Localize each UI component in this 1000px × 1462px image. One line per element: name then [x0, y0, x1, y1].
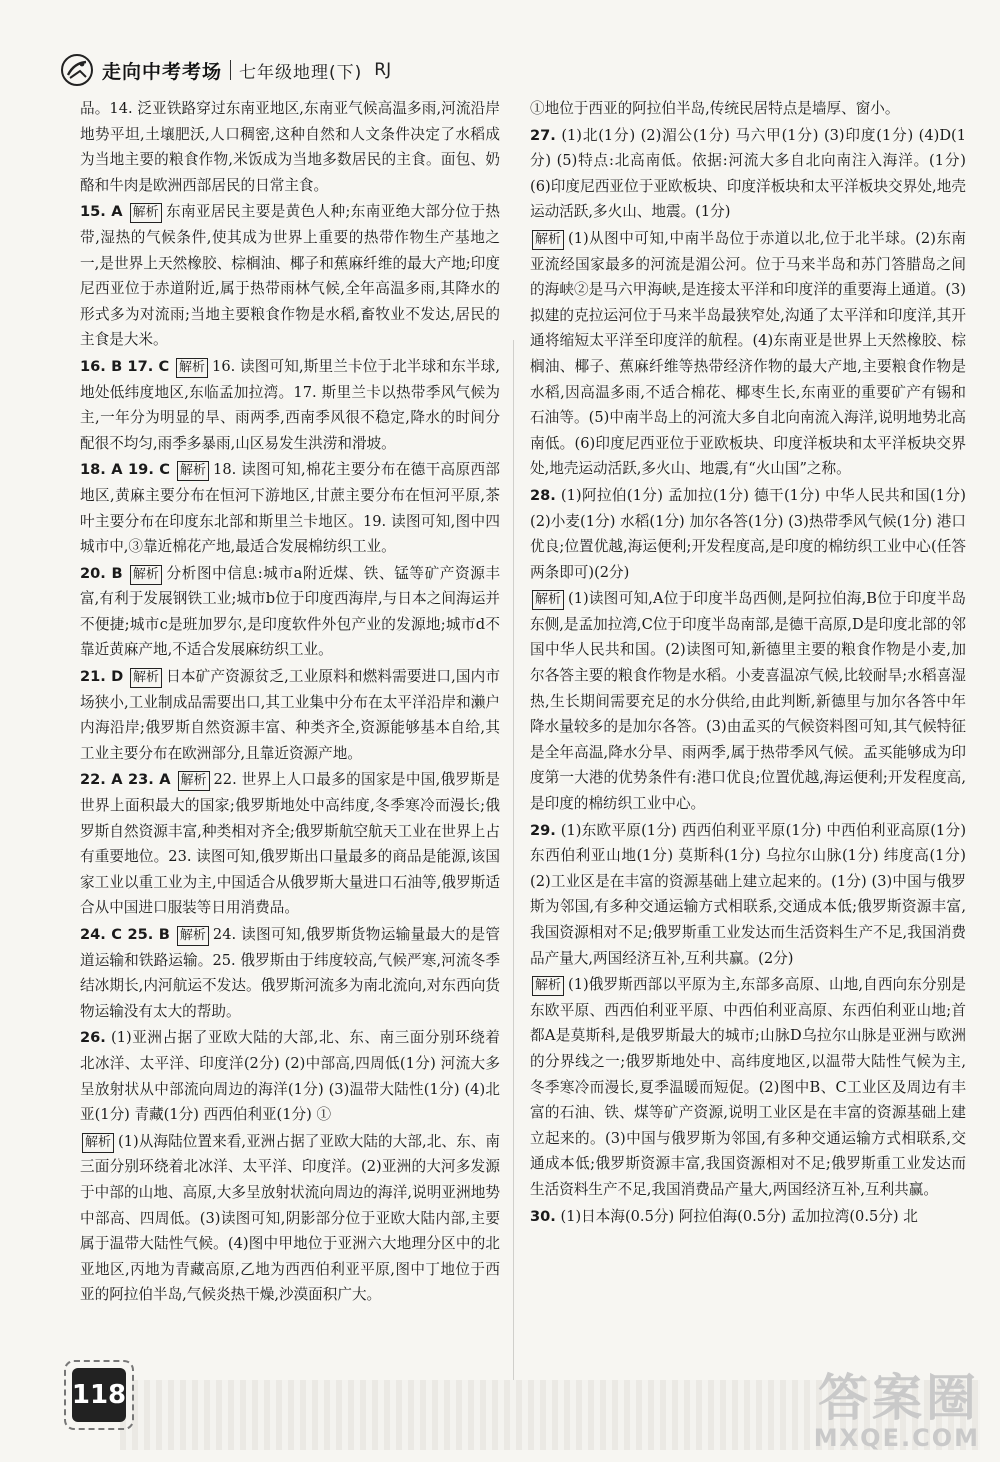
- page-header: [60, 50, 391, 90]
- answer-text: 东南亚居民主要是黄色人种;东南亚绝大部分位于热带,湿热的气候条件,使其成为世界上重要的热带作物生产基地之一,是世界上天然橡胶、棕榈油、椰子和蕉麻纤维的最大产地;印度尼西亚位于赤道附近,属于热带雨林气候,全年高温多雨,其降水的形式多为对流雨;当地主要粮食作物是水稻,畜牧业不发达,居民的主食是大米。: [80, 203, 501, 349]
- answer-paragraph: [80, 199, 500, 353]
- answer-text: (1)东欧平原(1分) 西西伯利亚平原(1分) 中西伯利亚高原(1分) 东西伯利亚山地(1分) 莫斯科(1分) 乌拉尔山脉(1分) 纬度高(1分) (2)工业区是在丰富的资源基础上建立起来的。(1分) (3)中国与俄罗斯为邻国,有多种交通运输方式相联系,交通成本低;俄罗斯资源丰富,我国资源相对不足;俄罗斯重工业发达而生活资料生产不足,我国消费品产量大,两国经济互补,互利共赢。(2分): [530, 821, 967, 967]
- page-number: 118: [72, 1368, 126, 1422]
- analysis-tag: 解析: [177, 926, 209, 946]
- book-subtitle: 七年级地理(下): [239, 62, 363, 83]
- header-divider: [230, 60, 231, 80]
- answer-text: 18. 读图可知,棉花主要分布在德干高原西部地区,黄麻主要分布在恒河下游地区,甘蔗主要分布在恒河平原,茶叶主要分布在印度东北部和斯里兰卡地区。19. 读图可知,图中四城市中,③靠近棉花产地,最适合发展棉纺织工业。: [80, 461, 500, 556]
- watermark-main: 答案圈: [818, 1369, 980, 1427]
- analysis-tag: 解析: [177, 461, 209, 481]
- analysis-tag: 解析: [130, 565, 162, 585]
- answer-text: 分析图中信息:城市a附近煤、铁、锰等矿产资源丰富,有利于发展钢铁工业;城市b位于印度西海岸,与日本之间海运并不便捷;城市c是班加罗尔,是印度软件外包产业的发源地;城市d不靠近黄麻产地,不适合发展麻纺织工业。: [80, 564, 500, 659]
- question-number: 24. C 25. B: [80, 926, 170, 943]
- watermark: [813, 1369, 980, 1452]
- answer-text: (1)从海陆位置来看,亚洲占据了亚欧大陆的大部,北、东、南三面分别环绕着北冰洋、太平洋、印度洋。(2)亚洲的大河多发源于中部的山地、高原,大多呈放射状流向周边的海洋,说明亚洲地势中部高、四周低。(3)读图可知,阴影部分位于亚欧大陆内部,主要属于温带大陆性气候。(4)图中甲地位于亚洲六大地理分区中的北亚地区,丙地为青藏高原,乙地为西西伯利亚平原,图中丁地位于西亚的阿拉伯半岛,气候炎热干燥,沙漠面积广大。: [80, 1132, 500, 1304]
- answer-text: 品。14. 泛亚铁路穿过东南亚地区,东南亚气候高温多雨,河流沿岸地势平坦,土壤肥沃,人口稠密,这种自然和人文条件决定了水稻成为当地主要的粮食作物,米饭成为当地多数居民的主食。面包、奶酪和牛肉是欧洲西部居民的日常主食。: [80, 100, 500, 194]
- analysis-tag: 解析: [532, 230, 564, 250]
- answer-paragraph: [80, 922, 500, 1024]
- watermark-url: MXQE.COM: [813, 1424, 980, 1452]
- answer-text: 24. 读图可知,俄罗斯货物运输量最大的是管道运输和铁路运输。25. 俄罗斯由于纬度较高,气候严寒,河流冬季结冰期长,内河航运不发达。俄罗斯河流多为南北流向,对东西向货物运输没有太大的帮助。: [80, 926, 501, 1020]
- edition-tag: RJ: [374, 60, 392, 80]
- answer-text: (1)读图可知,A位于印度半岛西侧,是阿拉伯海,B位于印度半岛东侧,是孟加拉湾,C位于印度半岛南部,是德干高原,D是印度北部的邻国中华人民共和国。(2)读图可知,新德里主要的粮食作物是小麦,加尔各答主要的粮食作物是水稻。小麦喜温凉气候,比较耐旱;水稻喜湿热,生长期间需要充足的水分供给,由此判断,新德里与加尔各答中年降水量较多的是加尔各答。(3)由孟买的气候资料图可知,其气候特征是全年高温,降水分旱、雨两季,属于热带季风气候。孟买能够成为印度第一大港的优势条件有:港口优良;位置优越,海运便利;开发程度高,是印度的棉纺织工业中心。: [530, 590, 966, 813]
- answer-text: (1)阿拉伯(1分) 孟加拉(1分) 德干(1分) 中华人民共和国(1分) (2)小麦(1分) 水稻(1分) 加尔各答(1分) (3)热带季风气候(1分) 港口优良;位置优越,海运便利;开发程度高,是印度的棉纺织工业中心(任答两条即可)(2分): [530, 486, 966, 581]
- answer-text: 16. 读图可知,斯里兰卡位于北半球和东半球,地处低纬度地区,东临孟加拉湾。17. 斯里兰卡以热带季风气候为主,一年分为明显的旱、雨两季,西南季风很不稳定,降水的时间分配很不均匀,雨季多暴雨,山区易发生洪涝和滑坡。: [80, 357, 501, 452]
- question-number: 20. B: [80, 564, 123, 582]
- analysis-tag: 解析: [532, 590, 564, 610]
- answer-paragraph: [80, 1025, 500, 1127]
- answer-paragraph: [80, 767, 500, 921]
- answer-paragraph: [530, 972, 966, 1202]
- analysis-tag: 解析: [82, 1133, 114, 1153]
- analysis-tag: 解析: [130, 668, 162, 688]
- answer-text: (1)亚洲占据了亚欧大陆的大部,北、东、南三面分别环绕着北冰洋、太平洋、印度洋(2分) (2)中部高,四周低(1分) 河流大多呈放射状从中部流向周边的海洋(1分) (3)温带大陆性(1分) (4)北亚(1分) 青藏(1分) 西西伯利亚(1分) ①: [80, 1029, 500, 1124]
- answer-paragraph: [530, 1204, 966, 1230]
- answer-paragraph: [530, 586, 966, 816]
- question-number: 18. A 19. C: [80, 461, 171, 479]
- answer-paragraph: [530, 818, 966, 972]
- question-number: 21. D: [80, 668, 124, 686]
- column-divider: [513, 340, 514, 1380]
- right-column: [530, 96, 966, 1230]
- book-title: 走向中考考场: [102, 60, 223, 83]
- question-number: 30.: [530, 1207, 556, 1225]
- analysis-tag: 解析: [130, 203, 162, 223]
- question-number: 27.: [530, 126, 556, 144]
- answer-text: (1)俄罗斯西部以平原为主,东部多高原、山地,自西向东分别是东欧平原、西西伯利亚平原、中西伯利亚高原、东西伯利亚山地;首都A是莫斯科,是俄罗斯最大的城市;山脉D乌拉尔山脉是亚洲与欧洲的分界线之一;俄罗斯地处中、高纬度地区,以温带大陆性气候为主,冬季寒冷而漫长,夏季温暖而短促。(2)图中B、C工业区及周边有丰富的石油、铁、煤等矿产资源,说明工业区是在丰富的资源基础上建立起来的。(3)中国与俄罗斯为邻国,有多种交通运输方式相联系,交通成本低;俄罗斯资源丰富,我国资源相对不足;俄罗斯重工业发达而生活资料生产不足,我国消费品产量大,两国经济互补,互利共赢。: [530, 976, 966, 1198]
- question-number: 16. B 17. C: [80, 357, 170, 375]
- analysis-tag: 解析: [532, 976, 564, 996]
- runner-logo-icon: [60, 53, 94, 87]
- answer-text: (1)从图中可知,中南半岛位于赤道以北,位于北半球。(2)东南亚流经国家最多的河流是湄公河。位于马来半岛和苏门答腊岛之间的海峡②是马六甲海峡,是连接太平洋和印度洋的重要海上通道。(3)拟建的克拉运河位于马来半岛最狭窄处,沟通了太平洋和印度洋,其开通将缩短太平洋至印度洋的航程。(4)东南亚是世界上天然橡胶、棕榈油、椰子、蕉麻纤维等热带经济作物的最大产地,主要粮食作物是水稻,因高温多雨,不适合棉花、椰枣生长,东南亚的重要矿产有锡和石油等。(5)中南半岛上的河流大多自北向南流入海洋,说明地势北高南低。(6)印度尼西亚位于亚欧板块、印度洋板块和太平洋板块交界处,地壳运动活跃,多火山、地震,有“火山国”之称。: [530, 229, 966, 478]
- question-number: 26.: [80, 1029, 106, 1047]
- answer-paragraph: [80, 457, 500, 559]
- answer-paragraph: [530, 226, 966, 482]
- answer-text: 22. 世界上人口最多的国家是中国,俄罗斯是世界上面积最大的国家;俄罗斯地处中高纬度,冬季寒冷而漫长;俄罗斯自然资源丰富,种类相对齐全;俄罗斯航空航天工业在世界上占有重要地位。23. 读图可知,俄罗斯出口量最多的商品是能源,该国家工业以重工业为主,中国适合从俄罗斯大量进口石油等,俄罗斯适合从中国进口服装等日用消费品。: [80, 771, 500, 917]
- answer-text: (1)北(1分) (2)湄公(1分) 马六甲(1分) (3)印度(1分) (4)D(1分) (5)特点:北高南低。依据:河流大多自北向南注入海洋。(1分) (6)印度尼西亚位于亚欧板块、印度洋板块和太平洋板块交界处,地壳运动活跃,多火山、地震。(1分): [530, 126, 966, 221]
- answer-paragraph: [530, 96, 966, 122]
- analysis-tag: 解析: [178, 771, 210, 791]
- question-number: 29.: [530, 821, 556, 839]
- answer-paragraph: [80, 1129, 500, 1308]
- left-column: [80, 96, 500, 1309]
- answer-text: ①地位于西亚的阿拉伯半岛,传统民居特点是墙厚、窗小。: [530, 100, 900, 117]
- answer-paragraph: [530, 483, 966, 585]
- answer-paragraph: [80, 561, 500, 663]
- answer-text: (1)日本海(0.5分) 阿拉伯海(0.5分) 孟加拉湾(0.5分) 北: [560, 1207, 918, 1225]
- question-number: 15. A: [80, 203, 123, 221]
- answer-paragraph: [80, 96, 500, 198]
- question-number: 22. A 23. A: [80, 771, 171, 789]
- analysis-tag: 解析: [176, 358, 208, 378]
- answer-paragraph: [80, 664, 500, 766]
- answer-paragraph: [80, 354, 500, 456]
- answer-text: 日本矿产资源贫乏,工业原料和燃料需要进口,国内市场狭小,工业制成品需要出口,其工业集中分布在太平洋沿岸和濑户内海沿岸;俄罗斯自然资源丰富、种类齐全,资源能够基本自给,其工业主要分布在欧洲部分,且靠近资源产地。: [80, 668, 500, 762]
- answer-paragraph: [530, 123, 966, 225]
- question-number: 28.: [530, 486, 556, 504]
